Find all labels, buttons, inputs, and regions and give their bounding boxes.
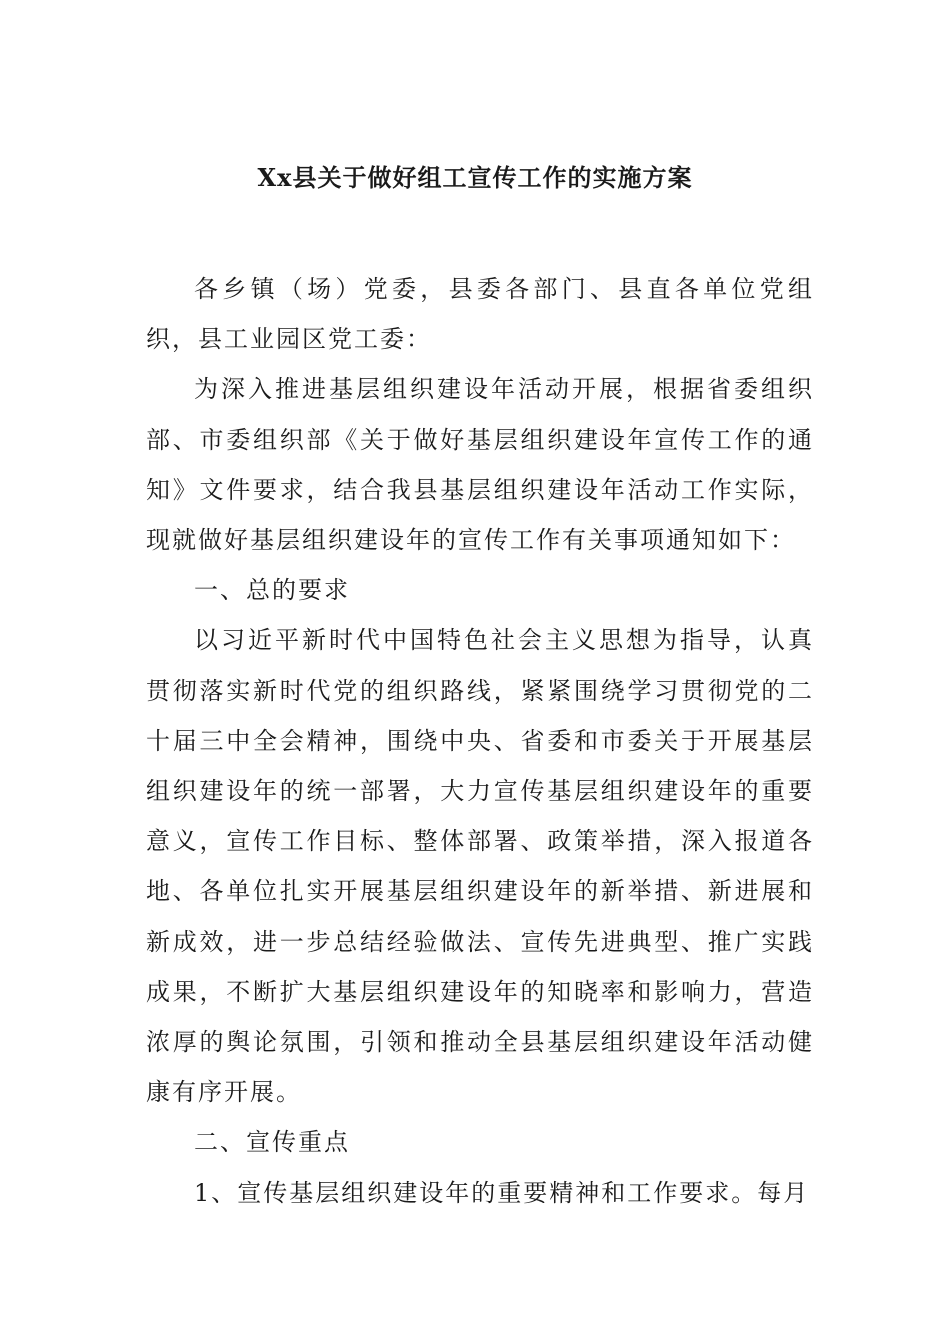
section-heading-publicity-focus: 二、宣传重点	[194, 1128, 350, 1157]
section-heading-general-requirements: 一、总的要求	[194, 576, 350, 605]
document-body	[146, 264, 814, 1218]
publicity-focus-item-1: 1、宣传基层组织建设年的重要精神和工作要求。每月	[194, 1178, 810, 1207]
intro-paragraph: 为深入推进基层组织建设年活动开展，根据省委组织部、市委组织部《关于做好基层组织建设年宣传工作的通知》文件要求，结合我县基层组织建设年活动工作实际，现就做好基层组织建设年的宣传工作有关事项通知如下：	[146, 375, 814, 555]
document-title: Xx县关于做好组工宣传工作的实施方案	[257, 163, 693, 192]
general-requirements-paragraph: 以习近平新时代中国特色社会主义思想为指导，认真贯彻落实新时代党的组织路线，紧紧围绕学习贯彻党的二十届三中全会精神，围绕中央、省委和市委关于开展基层组织建设年的统一部署，大力宣传基层组织建设年的重要意义，宣传工作目标、整体部署、政策举措，深入报道各地、各单位扎实开展基层组织建设年的新举措、新进展和新成效，进一步总结经验做法、宣传先进典型、推广实践成果，不断扩大基层组织建设年的知晓率和影响力，营造浓厚的舆论氛围，引领和推动全县基层组织建设年活动健康有序开展。	[146, 626, 814, 1107]
salutation-paragraph: 各乡镇（场）党委，县委各部门、县直各单位党组织，县工业园区党工委：	[146, 275, 814, 354]
